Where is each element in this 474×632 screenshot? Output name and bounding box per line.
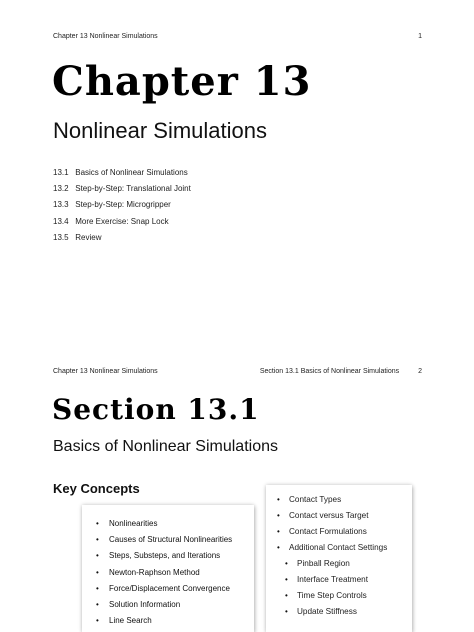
concept-subitem: • Pinball Region: [285, 559, 350, 568]
concept-item: • Contact versus Target: [277, 511, 369, 520]
chapter-title: Chapter 13: [52, 58, 312, 105]
page-number: 2: [418, 368, 422, 375]
key-concepts-heading: Key Concepts: [53, 481, 140, 496]
key-concepts-box-left: [82, 505, 254, 632]
concept-item: • Force/Displacement Convergence: [96, 583, 230, 593]
toc-item: 13.4 More Exercise: Snap Lock: [53, 216, 169, 226]
header-right: [260, 368, 422, 375]
bullet-icon: •: [277, 511, 280, 520]
bullet-icon: •: [285, 575, 288, 584]
bullet-icon: •: [96, 599, 99, 609]
concept-item: • Steps, Substeps, and Iterations: [96, 551, 221, 561]
concept-subitem: • Interface Treatment: [285, 575, 368, 584]
page-2: [0, 355, 474, 632]
concept-item: • Solution Information: [96, 599, 181, 609]
chapter-subtitle: Nonlinear Simulations: [53, 118, 267, 143]
toc-item: 13.5 Review: [53, 232, 102, 242]
concept-item: • Line Search: [96, 616, 152, 626]
concept-item: • Additional Contact Settings: [277, 543, 388, 552]
bullet-icon: •: [96, 519, 99, 528]
header-section: Section 13.1 Basics of Nonlinear Simulations: [259, 368, 400, 375]
concept-item: • Causes of Structural Nonlinearities: [96, 535, 233, 545]
concept-list: [96, 518, 232, 631]
bullet-icon: •: [96, 583, 99, 593]
concept-item: • Contact Formulations: [277, 527, 367, 536]
bullet-icon: •: [96, 567, 99, 577]
bullet-icon: •: [96, 616, 99, 626]
toc-item: 13.2 Step-by-Step: Translational Joint: [53, 184, 191, 194]
header-chapter: Chapter 13 Nonlinear Simulations: [53, 368, 158, 375]
concept-subitem: • Time Step Controls: [285, 591, 367, 600]
toc-item: 13.1 Basics of Nonlinear Simulations: [53, 168, 188, 177]
bullet-icon: •: [285, 591, 288, 600]
concept-item: • Newton-Raphson Method: [96, 567, 200, 577]
bullet-icon: •: [277, 543, 280, 552]
bullet-icon: •: [285, 559, 288, 568]
bullet-icon: •: [285, 607, 288, 616]
header-chapter: Chapter 13 Nonlinear Simulations: [53, 33, 158, 40]
chapter-toc: [53, 167, 191, 248]
section-subtitle: Basics of Nonlinear Simulations: [53, 438, 278, 455]
page-number: 1: [418, 33, 422, 40]
concept-list: [277, 494, 387, 622]
toc-item: 13.3 Step-by-Step: Microgripper: [53, 200, 171, 210]
bullet-icon: •: [96, 535, 99, 545]
bullet-icon: •: [277, 495, 280, 504]
concept-item: • Contact Types: [277, 495, 342, 504]
concept-subitem: • Update Stiffness: [285, 607, 357, 616]
bullet-icon: •: [96, 551, 99, 561]
bullet-icon: •: [277, 527, 280, 536]
concept-item: • Nonlinearities: [96, 519, 158, 528]
key-concepts-box-right: [266, 485, 412, 632]
section-title: Section 13.1: [52, 393, 260, 426]
